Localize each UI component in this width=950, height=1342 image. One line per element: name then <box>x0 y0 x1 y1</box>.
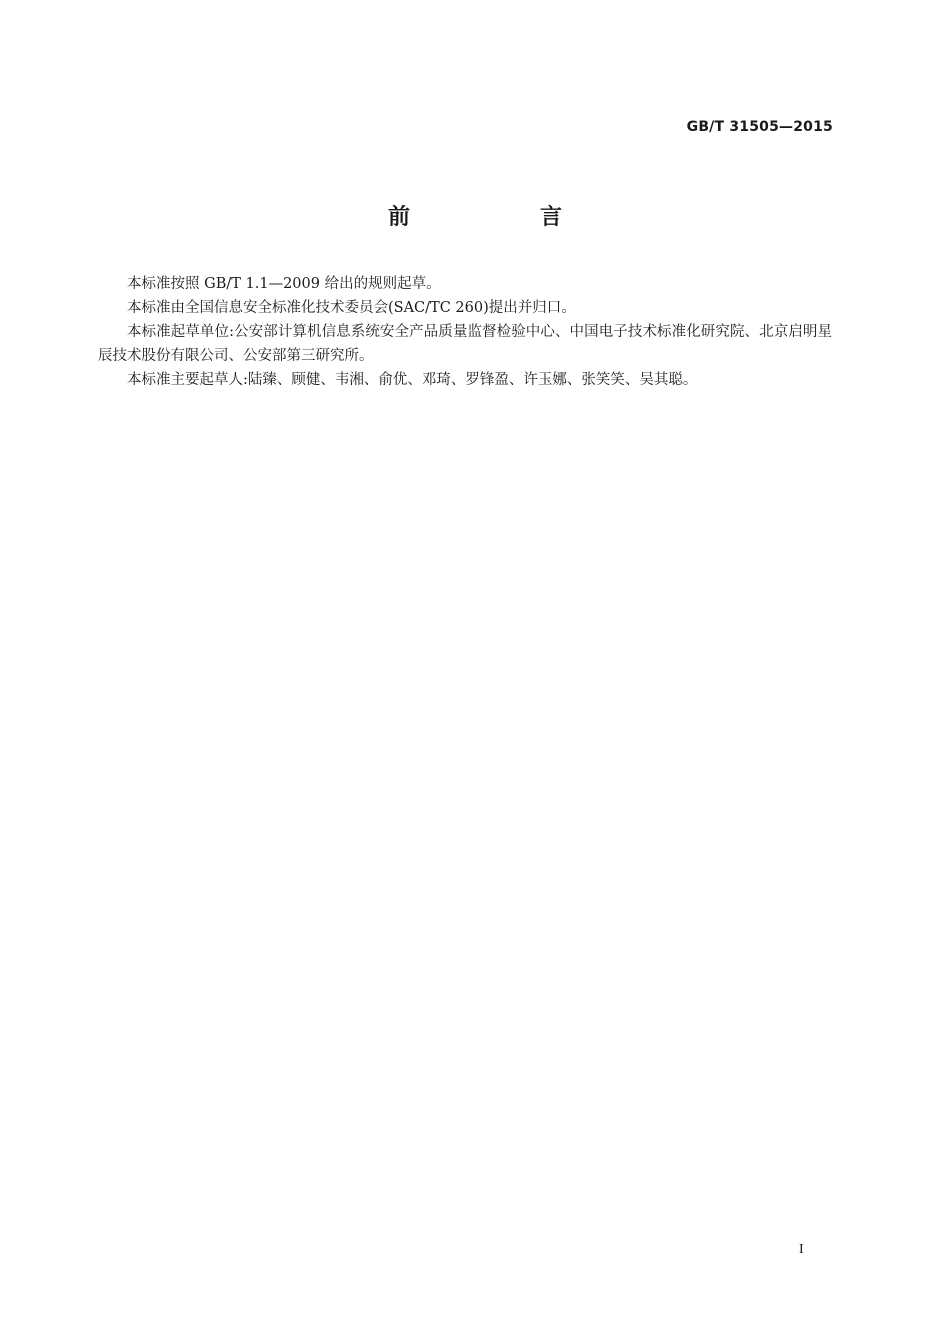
paragraph-drafting-units: 本标准起草单位:公安部计算机信息系统安全产品质量监督检验中心、中国电子技术标准化研究院、北京启明星辰技术股份有限公司、公安部第三研究所。 <box>98 324 832 364</box>
page-title: 前 言 <box>387 205 616 230</box>
standard-number: GB/T 31505—2015 <box>686 119 833 135</box>
paragraph-drafters: 本标准主要起草人:陆臻、顾健、韦湘、俞优、邓琦、罗锋盈、许玉娜、张笑笑、吴其聪。 <box>127 372 698 388</box>
page-number: I <box>799 1242 804 1257</box>
foreword-body <box>98 272 832 392</box>
paragraph-drafting-rules: 本标准按照 GB/T 1.1—2009 给出的规则起草。 <box>127 276 441 292</box>
paragraph-proposer: 本标准由全国信息安全标准化技术委员会(SAC/TC 260)提出并归口。 <box>127 300 576 316</box>
